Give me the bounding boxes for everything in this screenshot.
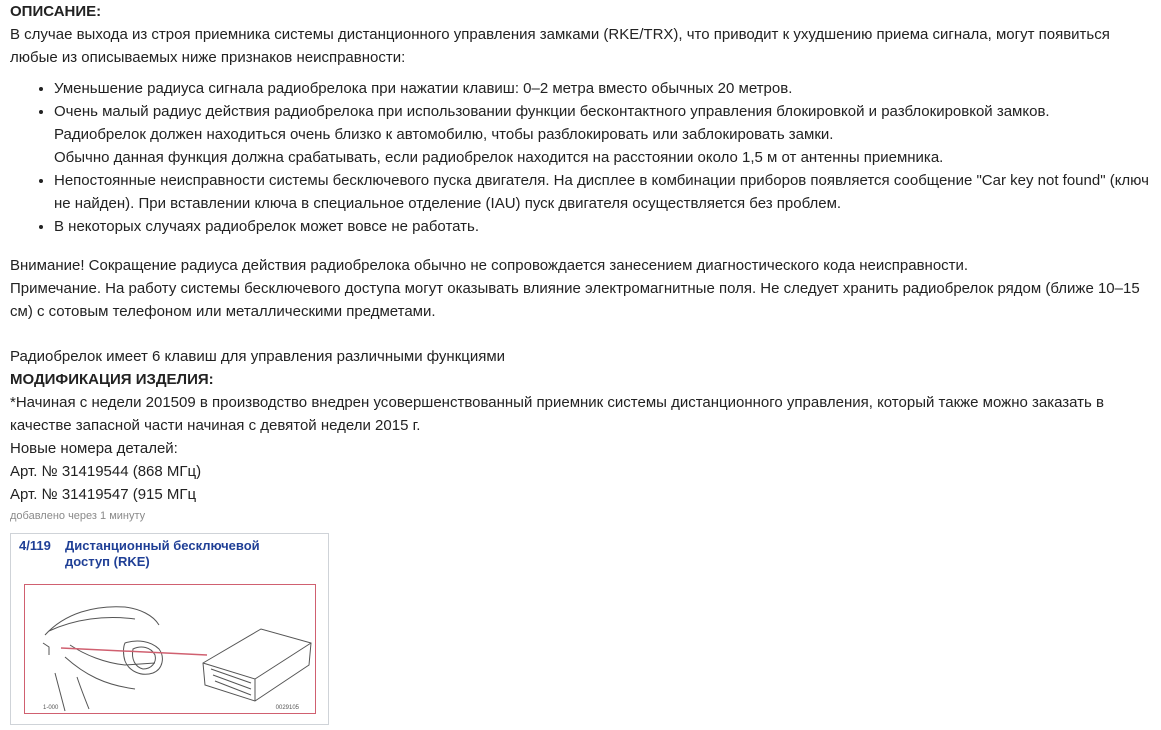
car-door-line bbox=[70, 645, 155, 665]
symptom-text: Обычно данная функция должна срабатывать, если радиобрелок находится на расстоянии около 1,5 м от антенны приемника. bbox=[54, 149, 944, 166]
warning-text: Внимание! Сокращение радиуса действия радиобрелока обычно не сопровождается занесением диагностического кода неисправности. bbox=[10, 257, 969, 274]
symptom-text: Радиобрелок должен находиться очень близко к автомобилю, чтобы разблокировать или заблокировать замки. bbox=[54, 126, 834, 143]
symptom-list bbox=[10, 77, 1155, 238]
list-item bbox=[54, 77, 1155, 100]
symptom-text: • Уменьшение радиуса сигнала радиобрелока при нажатии клавиш: 0–2 метра вместо обычных 20 метров. bbox=[54, 80, 793, 97]
modification-heading: МОДИФИКАЦИЯ ИЗДЕЛИЯ: bbox=[10, 371, 214, 388]
note-text: Примечание. На работу системы бесключевого доступа могут оказывать влияние электромагнитные поля. Не следует хранить радиобрелок рядом (ближе 10–15 см) с сотовым телефоном или металлическими предметами. bbox=[10, 280, 1140, 320]
car-roof-line bbox=[45, 607, 159, 635]
figure-title: Дистанционный бесключевой доступ (RKE) bbox=[65, 538, 260, 569]
car-pillar-line bbox=[77, 677, 89, 709]
modification-text: *Начиная с недели 201509 в производство внедрен усовершенствованный приемник системы дистанционного управления, который также можно заказать в качестве запасной части начиная с девятой недели 2015 г. bbox=[10, 394, 1104, 434]
added-note: добавлено через 1 минуту bbox=[10, 510, 146, 522]
car-receiver-illustration bbox=[25, 585, 315, 713]
symptom-text: • В некоторых случаях радиобрелок может вовсе не работать. bbox=[54, 218, 480, 235]
part-number: Арт. № 31419544 (868 МГц) bbox=[10, 463, 202, 480]
figure-frame bbox=[24, 584, 316, 714]
attached-diagram[interactable] bbox=[10, 533, 329, 725]
car-body-line bbox=[65, 657, 135, 689]
receiver-top-edge bbox=[203, 643, 311, 679]
receiver-vents bbox=[211, 669, 251, 695]
symptom-text: • Очень малый радиус действия радиобрелока при использовании функции бесконтактного управления блокировкой и разблокировкой замков. bbox=[54, 103, 1050, 120]
part-number: Арт. № 31419547 (915 МГц bbox=[10, 486, 197, 503]
spacer bbox=[10, 242, 1155, 254]
spacer bbox=[10, 323, 1155, 345]
list-item bbox=[54, 169, 1155, 215]
list-item bbox=[54, 100, 1155, 169]
receiver-outline bbox=[203, 629, 311, 701]
keys-info: Радиобрелок имеет 6 клавиш для управления различными функциями bbox=[10, 348, 506, 365]
description-intro: В случае выхода из строя приемника системы дистанционного управления замками (RKE/TRX), что приводит к ухудшению приема сигнала, могут появиться любые из описываемых ниже признаков неисправности: bbox=[10, 26, 1110, 66]
symptom-text: • Непостоянные неисправности системы бесключевого пуска двигателя. На дисплее в комбинации приборов появляется сообщение "Car key not found" (ключ не найден). При вставлении ключа в специальное отделение (IAU) пуск двигателя осуществляется без проблем. bbox=[54, 172, 1149, 212]
figure-code-right: 0029105 bbox=[275, 705, 299, 711]
figure-number: 4/119 bbox=[19, 538, 51, 553]
forum-post bbox=[10, 0, 1155, 523]
car-wheel bbox=[132, 647, 155, 669]
car-mirror-line bbox=[43, 643, 49, 655]
parts-label: Новые номера деталей: bbox=[10, 440, 178, 457]
figure-code-left: 1-000 bbox=[43, 705, 59, 711]
car-window-line bbox=[49, 618, 135, 632]
list-item bbox=[54, 215, 1155, 238]
description-heading: ОПИСАНИЕ: bbox=[10, 3, 102, 20]
